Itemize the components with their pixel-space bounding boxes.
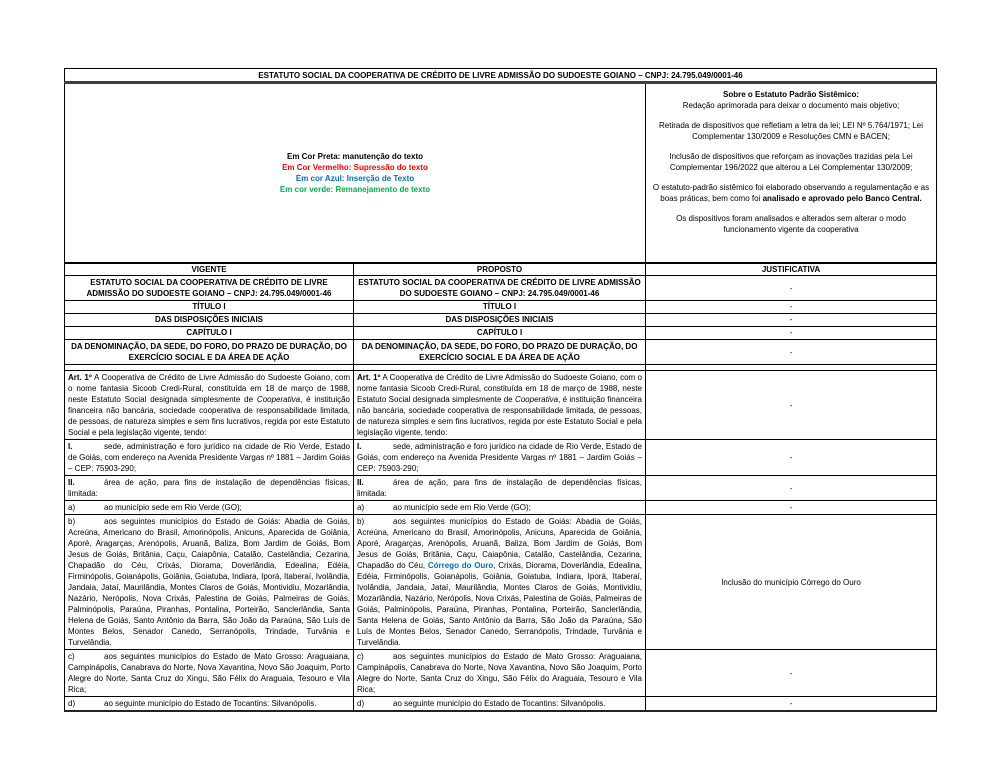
- item-a-vigente: a) ao município sede em Rio Verde (GO);: [65, 501, 354, 515]
- heading-proposto: ESTATUTO SOCIAL DA COOPERATIVA DE CRÉDITO DE LIVRE ADMISSÃO DO SUDOESTE GOIANO – CNPJ: 24.795.049/0001-46: [354, 276, 646, 301]
- denominacao-vigente: DA DENOMINAÇÃO, DA SEDE, DO FORO, DO PRAZO DE DURAÇÃO, DO EXERCÍCIO SOCIAL E DA ÁREA DE AÇÃO: [65, 340, 354, 365]
- capitulo-justificativa: -: [646, 327, 937, 340]
- table-row: [65, 340, 937, 365]
- table-row: [65, 314, 937, 327]
- legend-blue: Em cor Azul: Inserção de Texto: [295, 174, 415, 183]
- table-row: [65, 327, 937, 340]
- column-header-vigente: VIGENTE: [65, 263, 354, 276]
- art1-vigente: Art. 1º A Cooperativa de Crédito de Livre Admissão do Sudoeste Goiano, com o nome fantasia Sicoob Credi-Rural, constituída em 18 de março de 1988, neste Estatuto Social designada simplesmente de Cooperativa, é instituição financeira não bancária, sociedade cooperativa de responsabilidade limitada, de pessoas, de natureza simples e sem fins lucrativos, regida por este Estatuto Social e pela legislação vigente, tendo:: [65, 371, 354, 440]
- item-a-justificativa: -: [646, 501, 937, 515]
- titulo-proposto: TÍTULO I: [354, 301, 646, 314]
- table-row: [65, 476, 937, 501]
- about-line3: Inclusão de dispositivos que reforçam as inovações trazidas pela Lei Complementar 196/2022 que alterou a Lei Complementar 130/2009;: [669, 152, 913, 172]
- denominacao-proposto: DA DENOMINAÇÃO, DA SEDE, DO FORO, DO PRAZO DE DURAÇÃO, DO EXERCÍCIO SOCIAL E DA ÁREA DE AÇÃO: [354, 340, 646, 365]
- item-c-justificativa: -: [646, 650, 937, 697]
- capitulo-vigente: CAPÍTULO I: [65, 327, 354, 340]
- legend-red: Em Cor Vermelho: Supressão do texto: [282, 163, 428, 172]
- document-title: ESTATUTO SOCIAL DA COOPERATIVA DE CRÉDITO DE LIVRE ADMISSÃO DO SUDOESTE GOIANO – CNPJ: 24.795.049/0001-46: [65, 69, 937, 83]
- disposicoes-justificativa: -: [646, 314, 937, 327]
- titulo-vigente: TÍTULO I: [65, 301, 354, 314]
- item-b-vigente: b) aos seguintes municípios do Estado de Goiás: Abadia de Goiás, Acreúna, Americano do Brasil, Amorinópolis, Anicuns, Aparecida de Goiânia, Aporé, Aragarças, Arenópolis, Aruanã, Baliza, Bom Jardim de Goiás, Bom Jesus de Goiás, Britânia, Caçu, Caiapônia, Catalão, Castelândia, Cezarina, Chapadão do Céu, Crixás, Diorama, Doverlândia, Edealina, Edéia, Firminópolis, Goianápolis, Goiânia, Goiatuba, Indiara, Iporá, Itaberaí, Ivolândia, Jandaia, Jataí, Maurilândia, Montes Claros de Goiás, Montividiu, Mozarlândia, Nazário, Nerópolis, Nova Crixás, Palestina de Goiás, Palmeiras de Goiás, Palminópolis, Paraúna, Piranhas, Pontalina, Porteirão, Sanclerlândia, Santa Helena de Goiás, Santo Antônio da Barra, São João da Paraúna, São Luís de Montes Belos, Senador Canedo, Serranópolis, Trindade, Turvânia e Turvelândia.: [65, 515, 354, 650]
- table-row: [65, 515, 937, 650]
- about-line4-bold: analisado e aprovado pelo Banco Central.: [762, 193, 922, 203]
- capitulo-proposto: CAPÍTULO I: [354, 327, 646, 340]
- table-row: [65, 440, 937, 476]
- about-line1: Redação aprimorada para deixar o documento mais objetivo;: [682, 100, 900, 110]
- art1-justificativa: -: [646, 371, 937, 440]
- table-row: [65, 83, 937, 264]
- item2-proposto: II. área de ação, para fins de instalação de dependências físicas, limitada:: [354, 476, 646, 501]
- item-d-vigente: d) ao seguinte município do Estado de Tocantins: Silvanópolis.: [65, 697, 354, 712]
- table-row: [65, 501, 937, 515]
- table-row: [65, 69, 937, 83]
- item-a-proposto: a) ao município sede em Rio Verde (GO);: [354, 501, 646, 515]
- table-header-row: [65, 263, 937, 276]
- table-row: [65, 276, 937, 301]
- table-row: [65, 650, 937, 697]
- about-systemic-statute: [646, 83, 937, 264]
- about-line4: O estatuto-padrão sistêmico foi elaborado observando a regulamentação e as boas práticas, bem como foi analisado e aprovado pelo Banco Central.: [652, 183, 930, 203]
- disposicoes-proposto: DAS DISPOSIÇÕES INICIAIS: [354, 314, 646, 327]
- item2-vigente: II. área de ação, para fins de instalação de dependências físicas, limitada:: [65, 476, 354, 501]
- item1-vigente: I. sede, administração e foro jurídico na cidade de Rio Verde, Estado de Goiás, com endereço na Avenida Presidente Vargas nº 1881 – Jardim Goiás – CEP: 75903-290;: [65, 440, 354, 476]
- column-header-justificativa: JUSTIFICATIVA: [646, 263, 937, 276]
- item1-justificativa: -: [646, 440, 937, 476]
- item-b-justificativa: Inclusão do município Córrego do Ouro: [646, 515, 937, 650]
- disposicoes-vigente: DAS DISPOSIÇÕES INICIAIS: [65, 314, 354, 327]
- legend-green: Em cor verde: Remanejamento de texto: [279, 185, 431, 194]
- item-b-proposto: b) aos seguintes municípios do Estado de Goiás: Abadia de Goiás, Acreúna, Americano do Brasil, Amorinópolis, Anicuns, Aparecida de Goiânia, Aporé, Aragarças, Arenópolis, Aruanã, Baliza, Bom Jardim de Goiás, Bom Jesus de Goiás, Britânia, Caçu, Caiapônia, Catalão, Castelândia, Cezarina, Chapadão do Céu, Córrego do Ouro, Crixás, Diorama, Doverlândia, Edealina, Edéia, Firminópolis, Goianápolis, Goiânia, Goiatuba, Indiara, Iporá, Itaberaí, Ivolândia, Jandaia, Jataí, Maurilândia, Montes Claros de Goiás, Montividiu, Mozarlândia, Nazário, Nerópolis, Nova Crixás, Palestina de Goiás, Palmeiras de Goiás, Palminópolis, Paraúna, Piranhas, Pontalina, Porteirão, Sanclerlândia, Santa Helena de Goiás, Santo Antônio da Barra, São João da Paraúna, São Luís de Montes Belos, Senador Canedo, Serranópolis, Trindade, Turvânia e Turvelândia.: [354, 515, 646, 650]
- about-line2: Retirada de dispositivos que refletiam a letra da lei; LEI Nº 5.764/1971; Lei Complementar 130/2009 e Resoluções CMN e BACEN;: [659, 121, 923, 141]
- column-header-proposto: PROPOSTO: [354, 263, 646, 276]
- table-row: [65, 697, 937, 712]
- item-d-proposto: d) ao seguinte município do Estado de Tocantins: Silvanópolis.: [354, 697, 646, 712]
- art1-proposto: Art. 1º A Cooperativa de Crédito de Livre Admissão do Sudoeste Goiano, com o nome fantasia Sicoob Credi-Rural, constituída em 18 de março de 1988, neste Estatuto Social designada simplesmente de Cooperativa, é instituição financeira não bancária, sociedade cooperativa de responsabilidade limitada, de pessoas, de natureza simples e sem fins lucrativos, regida por este Estatuto Social e pela legislação vigente, tendo:: [354, 371, 646, 440]
- inserted-municipality: Córrego do Ouro: [427, 561, 494, 570]
- legend-black: Em Cor Preta: manutenção do texto: [286, 152, 424, 161]
- comparison-table: [64, 68, 937, 712]
- about-paragraph: [652, 90, 930, 111]
- item1-proposto: I. sede, administração e foro jurídico na cidade de Rio Verde, Estado de Goiás, com endereço na Avenida Presidente Vargas nº 1881 – Jardim Goiás – CEP: 75903-290;: [354, 440, 646, 476]
- item2-justificativa: -: [646, 476, 937, 501]
- item-c-proposto: c) aos seguintes municípios do Estado de Mato Grosso: Araguaiana, Campinápolis, Canabrava do Norte, Nova Xavantina, Novo São Joaquim, Porto Alegre do Norte, Santa Cruz do Xingu, São Félix do Araguaia, Tesouro e Vila Rica;: [354, 650, 646, 697]
- item-d-justificativa: -: [646, 697, 937, 712]
- about-line5: Os dispositivos foram analisados e alterados sem alterar o modo funcionamento vigente da cooperativa: [676, 214, 906, 234]
- item-c-vigente: c) aos seguintes municípios do Estado de Mato Grosso: Araguaiana, Campinápolis, Canabrava do Norte, Nova Xavantina, Novo São Joaquim, Porto Alegre do Norte, Santa Cruz do Xingu, São Félix do Araguaia, Tesouro e Vila Rica;: [65, 650, 354, 697]
- heading-justificativa: -: [646, 276, 937, 301]
- denominacao-justificativa: -: [646, 340, 937, 365]
- heading-vigente: ESTATUTO SOCIAL DA COOPERATIVA DE CRÉDITO DE LIVRE ADMISSÃO DO SUDOESTE GOIANO – CNPJ: 24.795.049/0001-46: [65, 276, 354, 301]
- about-heading: Sobre o Estatuto Padrão Sistêmico:: [722, 90, 860, 99]
- table-row: [65, 301, 937, 314]
- titulo-justificativa: -: [646, 301, 937, 314]
- color-legend: [65, 83, 646, 264]
- table-row: [65, 371, 937, 440]
